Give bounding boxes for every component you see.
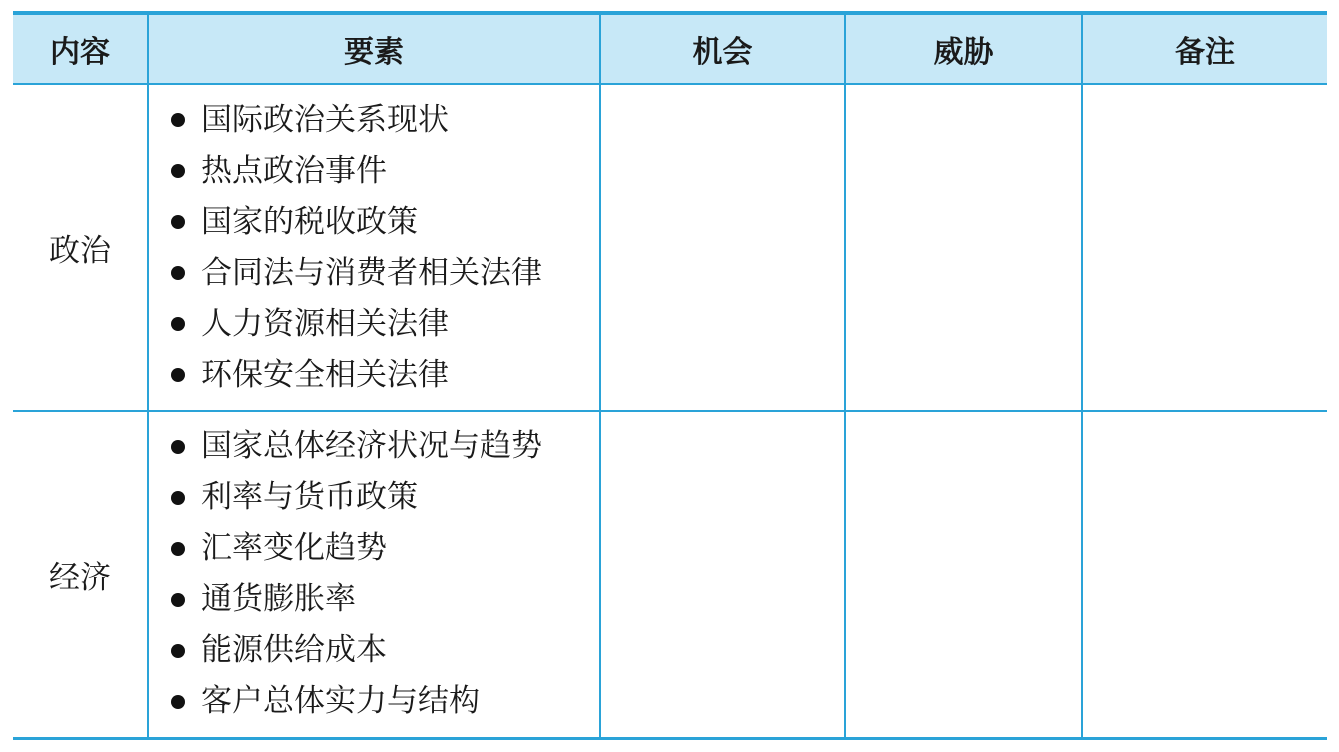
factor-text: 合同法与消费者相关法律 [201,254,542,291]
factor-text: 国家的税收政策 [201,203,418,240]
bullet-dot-icon [171,215,185,229]
bullet-dot-icon [171,368,185,382]
header-content: 内容 [13,13,148,84]
list-item [171,625,599,676]
threat-cell[interactable] [845,411,1082,738]
list-item [171,197,599,248]
bullet-dot-icon [171,164,185,178]
opportunity-cell[interactable] [600,411,845,738]
factor-list [171,421,599,727]
bullet-dot-icon [171,695,185,709]
bullet-dot-icon [171,113,185,127]
factor-list [171,95,599,401]
factors-cell [148,411,600,738]
header-factors: 要素 [148,13,600,84]
list-item [171,421,599,472]
category-cell: 经济 [13,411,148,738]
list-item [171,676,599,727]
bullet-dot-icon [171,593,185,607]
factor-text: 能源供给成本 [201,632,387,669]
factor-text: 国际政治关系现状 [201,101,449,138]
list-item [171,350,599,401]
category-cell: 政治 [13,84,148,411]
bullet-dot-icon [171,644,185,658]
pest-analysis-table [13,11,1327,740]
list-item [171,574,599,625]
threat-cell[interactable] [845,84,1082,411]
table-row [13,84,1327,411]
factors-cell [148,84,600,411]
bullet-dot-icon [171,266,185,280]
bullet-dot-icon [171,440,185,454]
factor-text: 人力资源相关法律 [201,305,449,342]
factor-text: 客户总体实力与结构 [201,683,480,720]
note-cell[interactable] [1082,411,1327,738]
list-item [171,299,599,350]
opportunity-cell[interactable] [600,84,845,411]
header-note: 备注 [1082,13,1327,84]
table-row [13,411,1327,738]
header-threat: 威胁 [845,13,1082,84]
header-row [13,13,1327,84]
factor-text: 汇率变化趋势 [201,530,387,567]
header-opportunity: 机会 [600,13,845,84]
bullet-dot-icon [171,491,185,505]
factor-text: 环保安全相关法律 [201,356,449,393]
bullet-dot-icon [171,317,185,331]
note-cell[interactable] [1082,84,1327,411]
factor-text: 国家总体经济状况与趋势 [201,428,542,465]
list-item [171,472,599,523]
list-item [171,95,599,146]
factor-text: 热点政治事件 [201,152,387,189]
factor-text: 通货膨胀率 [201,581,356,618]
list-item [171,523,599,574]
bullet-dot-icon [171,542,185,556]
list-item [171,248,599,299]
factor-text: 利率与货币政策 [201,479,418,516]
list-item [171,146,599,197]
